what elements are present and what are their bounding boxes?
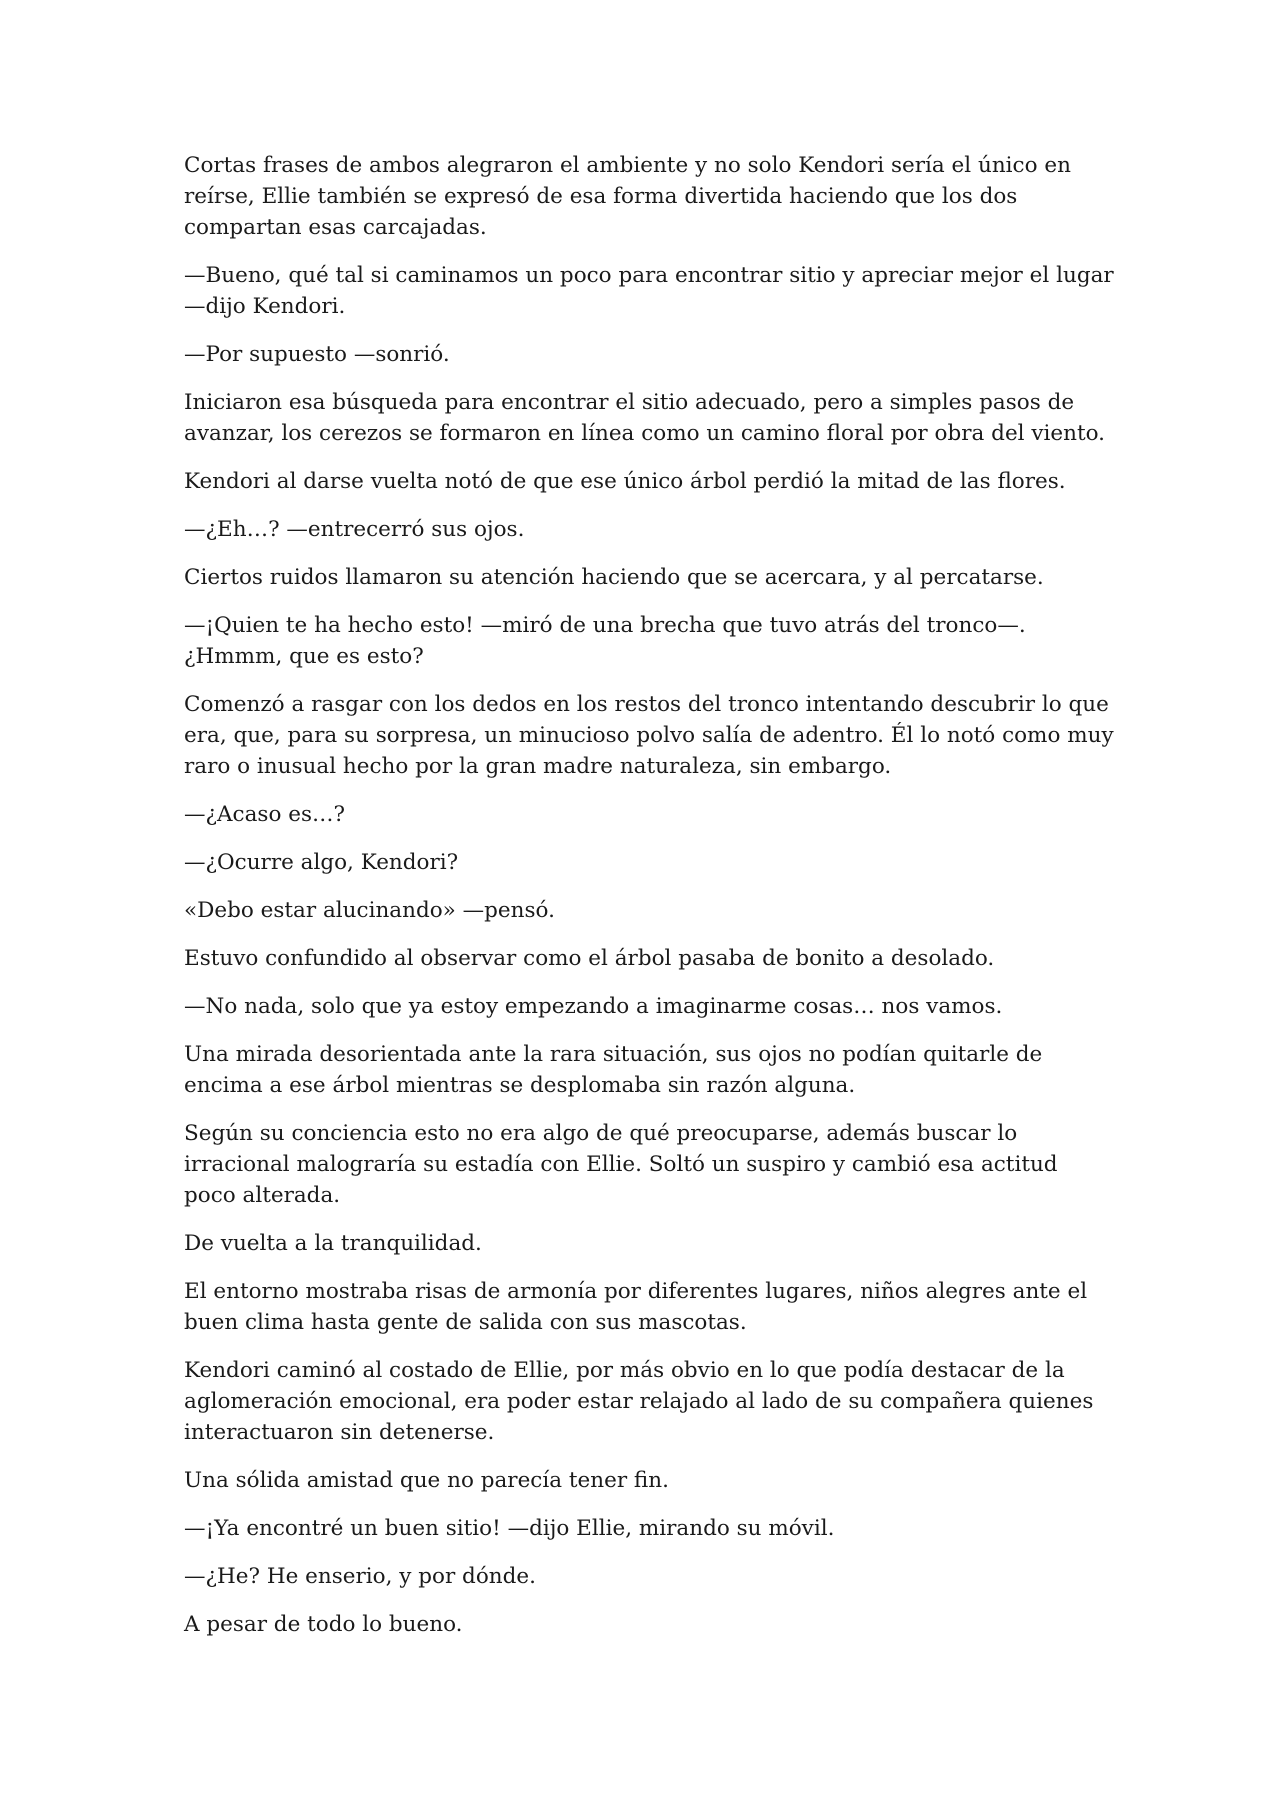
paragraph: Comenzó a rasgar con los dedos en los restos del tronco intentando descubrir lo que era, que, para su sorpresa, un minucioso polvo salía de adentro. Él lo notó como muy raro o inusual hecho por la gran madre naturaleza, sin embargo. <box>184 692 1114 779</box>
paragraph: «Debo estar alucinando» —pensó. <box>184 898 555 923</box>
paragraph: Una sólida amistad que no parecía tener fin. <box>184 1468 669 1493</box>
paragraph: —¿Eh…? —entrecerró sus ojos. <box>184 517 525 542</box>
paragraph: Cortas frases de ambos alegraron el ambiente y no solo Kendori sería el único en reírse, Ellie también se expresó de esa forma divertida haciendo que los dos compartan esas carcajadas. <box>184 153 1071 240</box>
paragraph: Iniciaron esa búsqueda para encontrar el sitio adecuado, pero a simples pasos de avanzar, los cerezos se formaron en línea como un camino floral por obra del viento. <box>184 390 1106 446</box>
paragraph: —¿He? He enserio, y por dónde. <box>184 1564 536 1589</box>
paragraph: El entorno mostraba risas de armonía por diferentes lugares, niños alegres ante el buen clima hasta gente de salida con sus mascotas. <box>184 1279 1088 1335</box>
paragraph: —¡Ya encontré un buen sitio! —dijo Ellie, mirando su móvil. <box>184 1516 835 1541</box>
paragraph: Kendori caminó al costado de Ellie, por más obvio en lo que podía destacar de la aglomeración emocional, era poder estar relajado al lado de su compañera quienes interactuaron sin detenerse. <box>184 1358 1094 1445</box>
paragraph: A pesar de todo lo bueno. <box>184 1612 463 1637</box>
paragraph: —¡Quien te ha hecho esto! —miró de una brecha que tuvo atrás del tronco—. ¿Hmmm, que es esto? <box>184 613 1026 669</box>
paragraph: —Bueno, qué tal si caminamos un poco para encontrar sitio y apreciar mejor el lugar —dijo Kendori. <box>184 263 1114 319</box>
paragraph: —Por supuesto —sonrió. <box>184 342 450 367</box>
paragraph: Kendori al darse vuelta notó de que ese único árbol perdió la mitad de las flores. <box>184 469 1066 494</box>
paragraph: Una mirada desorientada ante la rara situación, sus ojos no podían quitarle de encima a ese árbol mientras se desplomaba sin razón alguna. <box>184 1042 1043 1098</box>
paragraph: Estuvo confundido al observar como el árbol pasaba de bonito a desolado. <box>184 946 995 971</box>
paragraph: De vuelta a la tranquilidad. <box>184 1231 482 1256</box>
paragraph: Según su conciencia esto no era algo de qué preocuparse, además buscar lo irracional malograría su estadía con Ellie. Soltó un suspiro y cambió esa actitud poco alterada. <box>184 1121 1058 1208</box>
paragraph: —No nada, solo que ya estoy empezando a imaginarme cosas… nos vamos. <box>184 994 1003 1019</box>
paragraph: —¿Ocurre algo, Kendori? <box>184 850 459 875</box>
paragraph: —¿Acaso es…? <box>184 802 346 827</box>
paragraph: Ciertos ruidos llamaron su atención haciendo que se acercara, y al percatarse. <box>184 565 1044 590</box>
document-page <box>184 150 1114 1657</box>
